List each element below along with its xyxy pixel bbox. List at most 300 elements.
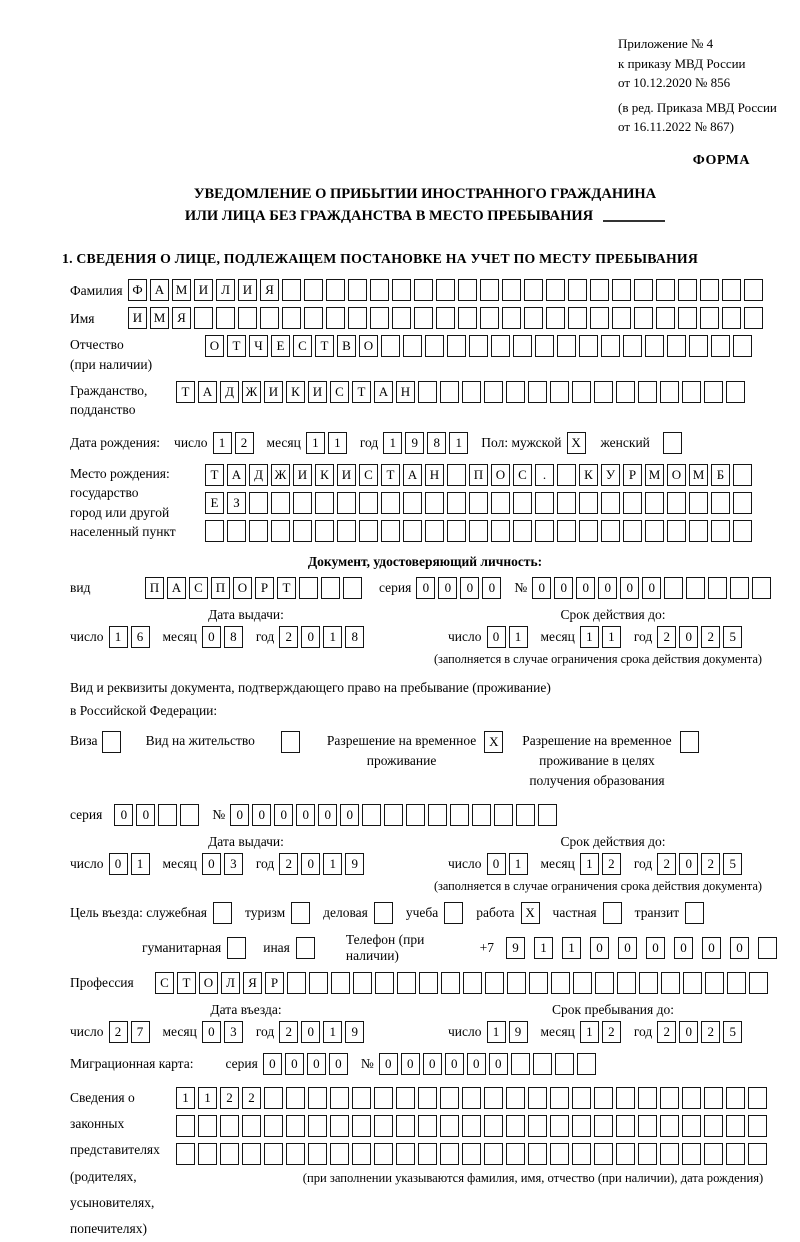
char-cell[interactable] — [469, 492, 488, 514]
char-cell[interactable]: 1 — [323, 1021, 342, 1043]
char-cell[interactable] — [590, 279, 609, 301]
char-cell[interactable]: 0 — [674, 937, 693, 959]
char-cell[interactable]: 1 — [580, 1021, 599, 1043]
char-cell[interactable] — [572, 381, 591, 403]
char-cell[interactable]: Т — [176, 381, 195, 403]
char-cell[interactable] — [450, 804, 469, 826]
char-cell[interactable]: 1 — [328, 432, 347, 454]
char-cell[interactable]: П — [469, 464, 488, 486]
char-cell[interactable] — [726, 1115, 745, 1137]
char-cell[interactable] — [326, 307, 345, 329]
char-cell[interactable]: 0 — [445, 1053, 464, 1075]
char-cell[interactable] — [546, 307, 565, 329]
char-cell[interactable]: 2 — [242, 1087, 261, 1109]
char-cell[interactable] — [441, 972, 460, 994]
rvp-education-checkbox[interactable] — [680, 731, 699, 753]
char-cell[interactable] — [727, 972, 746, 994]
char-cell[interactable] — [447, 335, 466, 357]
char-cell[interactable] — [484, 1115, 503, 1137]
char-cell[interactable] — [227, 520, 246, 542]
char-cell[interactable] — [286, 1143, 305, 1165]
char-cell[interactable] — [682, 1087, 701, 1109]
char-cell[interactable] — [418, 1143, 437, 1165]
char-cell[interactable]: С — [189, 577, 208, 599]
char-cell[interactable]: 0 — [416, 577, 435, 599]
purpose-official-checkbox[interactable] — [213, 902, 232, 924]
char-cell[interactable] — [700, 307, 719, 329]
char-cell[interactable] — [612, 307, 631, 329]
char-cell[interactable]: 9 — [345, 1021, 364, 1043]
char-cell[interactable]: . — [535, 464, 554, 486]
char-cell[interactable] — [425, 335, 444, 357]
char-cell[interactable] — [462, 381, 481, 403]
char-cell[interactable] — [700, 279, 719, 301]
char-cell[interactable]: 9 — [509, 1021, 528, 1043]
char-cell[interactable] — [502, 307, 521, 329]
char-cell[interactable]: 5 — [723, 626, 742, 648]
char-cell[interactable] — [330, 1087, 349, 1109]
char-cell[interactable]: О — [199, 972, 218, 994]
char-cell[interactable]: 2 — [657, 1021, 676, 1043]
char-cell[interactable] — [491, 335, 510, 357]
char-cell[interactable]: Д — [249, 464, 268, 486]
char-cell[interactable]: Е — [271, 335, 290, 357]
char-cell[interactable] — [381, 492, 400, 514]
char-cell[interactable] — [352, 1143, 371, 1165]
char-cell[interactable] — [678, 307, 697, 329]
char-cell[interactable]: П — [145, 577, 164, 599]
char-cell[interactable] — [678, 279, 697, 301]
char-cell[interactable]: 0 — [301, 1021, 320, 1043]
char-cell[interactable] — [533, 1053, 552, 1075]
char-cell[interactable] — [733, 520, 752, 542]
char-cell[interactable] — [374, 1143, 393, 1165]
char-cell[interactable] — [198, 1115, 217, 1137]
char-cell[interactable] — [616, 1143, 635, 1165]
char-cell[interactable]: Б — [711, 464, 730, 486]
char-cell[interactable] — [579, 492, 598, 514]
char-cell[interactable]: Т — [205, 464, 224, 486]
char-cell[interactable] — [529, 972, 548, 994]
char-cell[interactable] — [271, 520, 290, 542]
char-cell[interactable] — [359, 492, 378, 514]
char-cell[interactable]: М — [689, 464, 708, 486]
char-cell[interactable]: Т — [352, 381, 371, 403]
char-cell[interactable]: 1 — [198, 1087, 217, 1109]
char-cell[interactable] — [491, 520, 510, 542]
char-cell[interactable]: 0 — [730, 937, 749, 959]
char-cell[interactable] — [381, 335, 400, 357]
char-cell[interactable]: 0 — [642, 577, 661, 599]
char-cell[interactable] — [708, 577, 727, 599]
char-cell[interactable] — [528, 1087, 547, 1109]
char-cell[interactable] — [264, 1087, 283, 1109]
char-cell[interactable] — [484, 1087, 503, 1109]
char-cell[interactable] — [374, 1115, 393, 1137]
char-cell[interactable]: 0 — [702, 937, 721, 959]
char-cell[interactable]: А — [150, 279, 169, 301]
char-cell[interactable] — [176, 1143, 195, 1165]
char-cell[interactable] — [634, 279, 653, 301]
char-cell[interactable] — [683, 972, 702, 994]
char-cell[interactable] — [594, 1087, 613, 1109]
char-cell[interactable] — [667, 520, 686, 542]
char-cell[interactable] — [362, 804, 381, 826]
char-cell[interactable]: 5 — [723, 853, 742, 875]
char-cell[interactable]: 0 — [423, 1053, 442, 1075]
char-cell[interactable] — [661, 972, 680, 994]
char-cell[interactable] — [337, 492, 356, 514]
char-cell[interactable]: З — [227, 492, 246, 514]
char-cell[interactable] — [480, 307, 499, 329]
char-cell[interactable] — [601, 520, 620, 542]
char-cell[interactable]: О — [359, 335, 378, 357]
char-cell[interactable]: М — [645, 464, 664, 486]
char-cell[interactable]: 0 — [301, 626, 320, 648]
char-cell[interactable] — [535, 492, 554, 514]
char-cell[interactable] — [304, 307, 323, 329]
char-cell[interactable] — [682, 1143, 701, 1165]
char-cell[interactable] — [528, 1143, 547, 1165]
char-cell[interactable] — [158, 804, 177, 826]
char-cell[interactable]: Е — [205, 492, 224, 514]
char-cell[interactable]: 0 — [679, 853, 698, 875]
char-cell[interactable] — [242, 1115, 261, 1137]
char-cell[interactable] — [282, 307, 301, 329]
char-cell[interactable]: 1 — [131, 853, 150, 875]
female-checkbox[interactable] — [663, 432, 682, 454]
char-cell[interactable] — [579, 520, 598, 542]
char-cell[interactable] — [287, 972, 306, 994]
char-cell[interactable] — [686, 577, 705, 599]
char-cell[interactable] — [293, 520, 312, 542]
char-cell[interactable] — [645, 492, 664, 514]
char-cell[interactable]: 0 — [618, 937, 637, 959]
char-cell[interactable] — [337, 520, 356, 542]
char-cell[interactable]: 9 — [345, 853, 364, 875]
char-cell[interactable] — [381, 520, 400, 542]
char-cell[interactable]: 2 — [279, 853, 298, 875]
char-cell[interactable]: О — [491, 464, 510, 486]
char-cell[interactable] — [176, 1115, 195, 1137]
char-cell[interactable]: К — [286, 381, 305, 403]
char-cell[interactable]: С — [330, 381, 349, 403]
char-cell[interactable] — [594, 1143, 613, 1165]
char-cell[interactable] — [348, 279, 367, 301]
char-cell[interactable]: 2 — [657, 853, 676, 875]
char-cell[interactable]: 0 — [263, 1053, 282, 1075]
char-cell[interactable] — [374, 1087, 393, 1109]
char-cell[interactable] — [623, 492, 642, 514]
char-cell[interactable] — [601, 335, 620, 357]
char-cell[interactable] — [308, 1143, 327, 1165]
rvp-checkbox[interactable]: X — [484, 731, 503, 753]
char-cell[interactable]: 1 — [109, 626, 128, 648]
char-cell[interactable]: 0 — [620, 577, 639, 599]
char-cell[interactable]: К — [315, 464, 334, 486]
char-cell[interactable] — [550, 1087, 569, 1109]
char-cell[interactable] — [682, 381, 701, 403]
char-cell[interactable]: С — [359, 464, 378, 486]
char-cell[interactable] — [238, 307, 257, 329]
char-cell[interactable]: 0 — [340, 804, 359, 826]
char-cell[interactable] — [326, 279, 345, 301]
char-cell[interactable] — [315, 520, 334, 542]
char-cell[interactable]: 2 — [235, 432, 254, 454]
char-cell[interactable]: 0 — [646, 937, 665, 959]
char-cell[interactable] — [480, 279, 499, 301]
char-cell[interactable]: Д — [220, 381, 239, 403]
char-cell[interactable]: 0 — [202, 626, 221, 648]
char-cell[interactable] — [502, 279, 521, 301]
char-cell[interactable] — [513, 492, 532, 514]
char-cell[interactable] — [343, 577, 362, 599]
char-cell[interactable] — [414, 279, 433, 301]
char-cell[interactable] — [458, 307, 477, 329]
char-cell[interactable]: Р — [255, 577, 274, 599]
char-cell[interactable]: 0 — [230, 804, 249, 826]
char-cell[interactable] — [557, 464, 576, 486]
char-cell[interactable]: И — [128, 307, 147, 329]
char-cell[interactable] — [359, 520, 378, 542]
char-cell[interactable]: А — [374, 381, 393, 403]
char-cell[interactable] — [752, 577, 771, 599]
char-cell[interactable] — [660, 381, 679, 403]
char-cell[interactable] — [249, 520, 268, 542]
char-cell[interactable]: 0 — [301, 853, 320, 875]
char-cell[interactable]: И — [293, 464, 312, 486]
char-cell[interactable] — [660, 1087, 679, 1109]
char-cell[interactable] — [573, 972, 592, 994]
char-cell[interactable]: 0 — [318, 804, 337, 826]
char-cell[interactable] — [425, 492, 444, 514]
char-cell[interactable]: 1 — [323, 626, 342, 648]
char-cell[interactable] — [375, 972, 394, 994]
char-cell[interactable]: А — [227, 464, 246, 486]
char-cell[interactable] — [321, 577, 340, 599]
char-cell[interactable] — [403, 335, 422, 357]
char-cell[interactable] — [352, 1115, 371, 1137]
char-cell[interactable] — [634, 307, 653, 329]
char-cell[interactable] — [664, 577, 683, 599]
char-cell[interactable] — [546, 279, 565, 301]
char-cell[interactable]: М — [150, 307, 169, 329]
char-cell[interactable] — [726, 381, 745, 403]
char-cell[interactable] — [524, 279, 543, 301]
char-cell[interactable] — [506, 1143, 525, 1165]
char-cell[interactable] — [726, 1143, 745, 1165]
char-cell[interactable]: О — [667, 464, 686, 486]
char-cell[interactable]: 0 — [274, 804, 293, 826]
char-cell[interactable] — [352, 1087, 371, 1109]
char-cell[interactable] — [462, 1087, 481, 1109]
char-cell[interactable]: Р — [265, 972, 284, 994]
char-cell[interactable] — [299, 577, 318, 599]
char-cell[interactable]: М — [172, 279, 191, 301]
char-cell[interactable]: Т — [315, 335, 334, 357]
char-cell[interactable]: 2 — [279, 1021, 298, 1043]
char-cell[interactable]: 0 — [554, 577, 573, 599]
char-cell[interactable]: 8 — [224, 626, 243, 648]
purpose-tourism-checkbox[interactable] — [291, 902, 310, 924]
char-cell[interactable] — [623, 520, 642, 542]
char-cell[interactable] — [436, 279, 455, 301]
char-cell[interactable]: 2 — [602, 853, 621, 875]
char-cell[interactable]: 0 — [202, 1021, 221, 1043]
char-cell[interactable]: Т — [227, 335, 246, 357]
char-cell[interactable] — [293, 492, 312, 514]
char-cell[interactable] — [524, 307, 543, 329]
char-cell[interactable]: 1 — [602, 626, 621, 648]
char-cell[interactable] — [748, 1143, 767, 1165]
char-cell[interactable] — [330, 1115, 349, 1137]
char-cell[interactable]: У — [601, 464, 620, 486]
char-cell[interactable] — [260, 307, 279, 329]
char-cell[interactable]: 0 — [679, 1021, 698, 1043]
char-cell[interactable] — [711, 335, 730, 357]
char-cell[interactable]: 7 — [131, 1021, 150, 1043]
char-cell[interactable] — [506, 1087, 525, 1109]
char-cell[interactable] — [308, 1087, 327, 1109]
char-cell[interactable] — [555, 1053, 574, 1075]
char-cell[interactable] — [309, 972, 328, 994]
char-cell[interactable] — [406, 804, 425, 826]
purpose-other-checkbox[interactable] — [296, 937, 315, 959]
char-cell[interactable] — [286, 1087, 305, 1109]
char-cell[interactable] — [645, 335, 664, 357]
char-cell[interactable] — [733, 464, 752, 486]
char-cell[interactable] — [418, 1087, 437, 1109]
char-cell[interactable]: 2 — [602, 1021, 621, 1043]
char-cell[interactable]: 9 — [506, 937, 525, 959]
purpose-transit-checkbox[interactable] — [685, 902, 704, 924]
char-cell[interactable] — [557, 492, 576, 514]
char-cell[interactable] — [639, 972, 658, 994]
char-cell[interactable] — [271, 492, 290, 514]
char-cell[interactable]: 1 — [213, 432, 232, 454]
char-cell[interactable] — [392, 307, 411, 329]
char-cell[interactable] — [733, 335, 752, 357]
char-cell[interactable] — [286, 1115, 305, 1137]
residence-permit-checkbox[interactable] — [281, 731, 300, 753]
char-cell[interactable]: 1 — [580, 626, 599, 648]
char-cell[interactable]: 1 — [509, 626, 528, 648]
char-cell[interactable]: 1 — [562, 937, 581, 959]
char-cell[interactable] — [315, 492, 334, 514]
char-cell[interactable] — [447, 464, 466, 486]
char-cell[interactable]: 2 — [701, 626, 720, 648]
char-cell[interactable] — [594, 381, 613, 403]
char-cell[interactable] — [744, 307, 763, 329]
purpose-humanitarian-checkbox[interactable] — [227, 937, 246, 959]
char-cell[interactable] — [550, 1143, 569, 1165]
char-cell[interactable]: 1 — [509, 853, 528, 875]
char-cell[interactable]: 0 — [679, 626, 698, 648]
char-cell[interactable] — [689, 492, 708, 514]
char-cell[interactable] — [249, 492, 268, 514]
char-cell[interactable] — [535, 335, 554, 357]
char-cell[interactable]: 2 — [701, 1021, 720, 1043]
char-cell[interactable]: 2 — [701, 853, 720, 875]
char-cell[interactable] — [384, 804, 403, 826]
char-cell[interactable] — [220, 1143, 239, 1165]
char-cell[interactable]: 0 — [252, 804, 271, 826]
char-cell[interactable]: К — [579, 464, 598, 486]
char-cell[interactable] — [491, 492, 510, 514]
char-cell[interactable] — [758, 937, 777, 959]
char-cell[interactable] — [667, 335, 686, 357]
char-cell[interactable]: 0 — [136, 804, 155, 826]
char-cell[interactable]: 0 — [590, 937, 609, 959]
char-cell[interactable]: 2 — [657, 626, 676, 648]
char-cell[interactable] — [419, 972, 438, 994]
purpose-private-checkbox[interactable] — [603, 902, 622, 924]
char-cell[interactable] — [264, 1115, 283, 1137]
char-cell[interactable]: Я — [172, 307, 191, 329]
char-cell[interactable]: Н — [425, 464, 444, 486]
char-cell[interactable] — [440, 1143, 459, 1165]
char-cell[interactable]: С — [513, 464, 532, 486]
char-cell[interactable] — [484, 1143, 503, 1165]
char-cell[interactable] — [612, 279, 631, 301]
char-cell[interactable] — [749, 972, 768, 994]
char-cell[interactable] — [638, 1115, 657, 1137]
char-cell[interactable]: 0 — [379, 1053, 398, 1075]
char-cell[interactable]: 0 — [467, 1053, 486, 1075]
char-cell[interactable]: 0 — [482, 577, 501, 599]
char-cell[interactable]: 6 — [131, 626, 150, 648]
char-cell[interactable] — [689, 335, 708, 357]
char-cell[interactable]: И — [308, 381, 327, 403]
char-cell[interactable] — [282, 279, 301, 301]
char-cell[interactable] — [472, 804, 491, 826]
char-cell[interactable]: В — [337, 335, 356, 357]
char-cell[interactable] — [447, 520, 466, 542]
char-cell[interactable] — [660, 1143, 679, 1165]
char-cell[interactable] — [353, 972, 372, 994]
char-cell[interactable] — [733, 492, 752, 514]
char-cell[interactable] — [656, 279, 675, 301]
purpose-business-checkbox[interactable] — [374, 902, 393, 924]
char-cell[interactable]: Л — [221, 972, 240, 994]
char-cell[interactable] — [494, 804, 513, 826]
char-cell[interactable]: 1 — [323, 853, 342, 875]
char-cell[interactable] — [397, 972, 416, 994]
char-cell[interactable] — [511, 1053, 530, 1075]
char-cell[interactable] — [418, 1115, 437, 1137]
char-cell[interactable]: 1 — [383, 432, 402, 454]
char-cell[interactable] — [458, 279, 477, 301]
char-cell[interactable] — [428, 804, 447, 826]
char-cell[interactable]: 1 — [449, 432, 468, 454]
char-cell[interactable]: 3 — [224, 1021, 243, 1043]
char-cell[interactable] — [616, 1087, 635, 1109]
char-cell[interactable] — [638, 1087, 657, 1109]
char-cell[interactable]: Н — [396, 381, 415, 403]
char-cell[interactable]: 0 — [307, 1053, 326, 1075]
char-cell[interactable] — [418, 381, 437, 403]
char-cell[interactable] — [667, 492, 686, 514]
char-cell[interactable] — [682, 1115, 701, 1137]
char-cell[interactable] — [528, 381, 547, 403]
char-cell[interactable] — [744, 279, 763, 301]
char-cell[interactable]: А — [403, 464, 422, 486]
char-cell[interactable] — [638, 381, 657, 403]
char-cell[interactable] — [638, 1143, 657, 1165]
char-cell[interactable] — [396, 1115, 415, 1137]
char-cell[interactable]: 0 — [532, 577, 551, 599]
char-cell[interactable] — [463, 972, 482, 994]
